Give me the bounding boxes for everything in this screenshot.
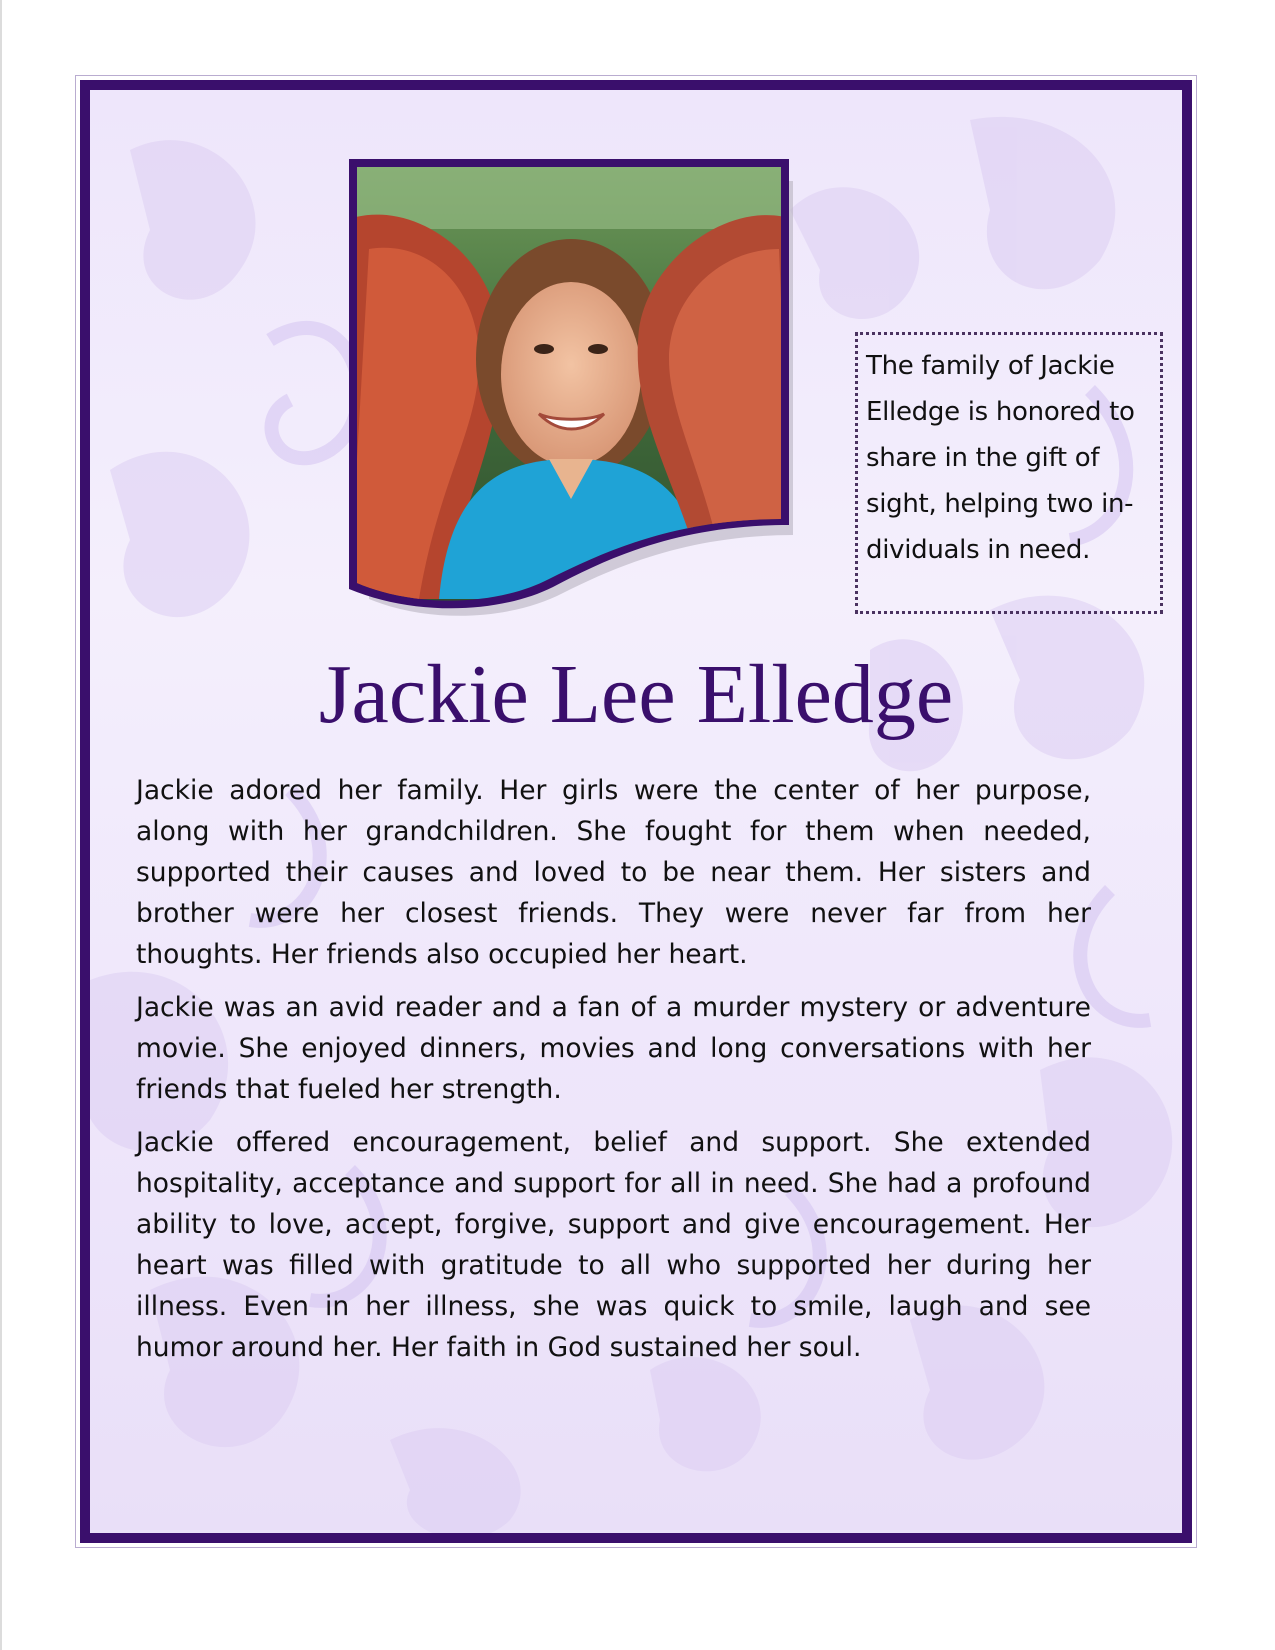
memorial-name: Jackie Lee Elledge (318, 648, 954, 741)
bio-paragraph: Jackie was an avid reader and a fan of a murder mystery or adventure movie. She enjoyed dinners, movies and long conversations with her friends that fueled her strength. (136, 992, 1091, 1105)
portrait-photo (349, 159, 793, 625)
bio-paragraph: Jackie adored her family. Her girls were the center of her purpose, along with her grandchildren. She fought for them when needed, supported their causes and loved to be near them. Her sisters and brother were her closest friends. They were never far from her thoughts. Her friends also occupied her heart. (136, 775, 1091, 970)
page-edge (0, 0, 2, 1650)
bio-paragraph: Jackie offered encouragement, belief and support. She extended hospitality, acceptance and support for all in need. She had a profound ability to love, accept, forgive, support and give encouragement. Her heart was filled with gratitude to all who supported her during her illness. Even in her illness, she was quick to smile, laugh and see humor around her. Her faith in God sustained her soul. (136, 1127, 1091, 1363)
dedication-box: The family of Jackie Elledge is honored to share in the gift of sight, helping two in-dividuals in need. (855, 332, 1163, 614)
portrait-photo-icon (349, 159, 793, 625)
memorial-frame (80, 80, 1192, 1543)
biography (136, 770, 1091, 1380)
